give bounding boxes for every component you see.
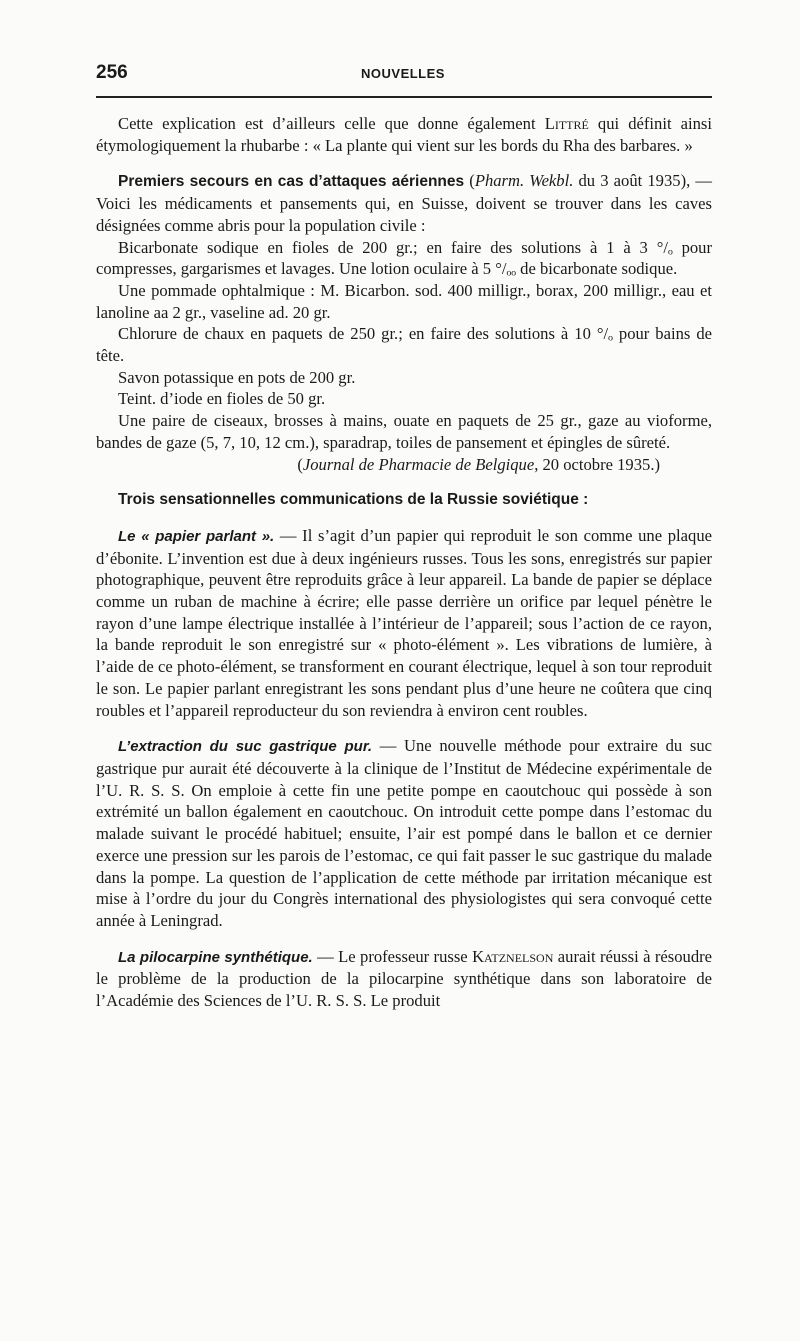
intro-text-end: qui définit ainsi étymologiquement la rhubarbe : « La plante qui vient sur les bords du Rha des barbares. »: [96, 114, 712, 155]
pilocarpine-text: — Le professeur russe: [312, 946, 473, 966]
pilocarpine-title: La pilocarpine synthétique.: [118, 948, 313, 966]
source-open: (: [297, 454, 303, 474]
page-number: 256: [96, 62, 128, 83]
pilocarpine-paragraph: [96, 946, 712, 1012]
list-item: Savon potassique en pots de 200 gr.: [118, 367, 356, 387]
list-item: Chlorure de chaux en paquets de 250 gr.; en faire des solutions à 10 °/ₒ pour bains de tête.: [96, 324, 712, 366]
source-date: , 20 octobre 1935.): [534, 454, 660, 474]
page-header: [96, 62, 710, 86]
section-heading: Trois sensationnelles communications de la Russie soviétique :: [118, 491, 589, 509]
papier-parlant-paragraph: [96, 525, 712, 721]
running-title: NOUVELLES: [361, 66, 445, 81]
author-name: Littré: [544, 114, 589, 133]
list-item: Bicarbonate sodique en fioles de 200 gr.; en faire des solutions à 1 à 3 °/ₒ pour compresses, gargarismes et lavages. Une lotion oculaire à 5 °/ₒₒ de bicarbonate sodique.: [96, 237, 712, 279]
papier-parlant-title: Le « papier parlant ».: [118, 527, 275, 545]
source-citation: [96, 454, 712, 476]
header-rule: [96, 96, 712, 98]
list-item: Une paire de ciseaux, brosses à mains, ouate en paquets de 25 gr., gaze au vioforme, bandes de gaze (5, 7, 10, 12 cm.), sparadrap, toiles de pansement et épingles de sûreté.: [96, 411, 712, 452]
list-item: Une pommade ophtalmique : M. Bicarbon. sod. 400 milligr., borax, 200 milligr., eau et lanoline aa 2 gr., vaseline ad. 20 gr.: [96, 280, 712, 322]
suc-gastrique-text: — Une nouvelle méthode pour extraire du suc gastrique pur aurait été découverte à la clinique de l’Institut de Médecine expérimentale de l’U. R. S. S. On emploie à cette fin une petite pompe en caoutchouc qui possède à son extrémité un ballon également en caoutchouc. On introduit cette pompe dans l’estomac du malade suivant le procédé habituel; ensuite, l’air est pompé dans le ballon et ce dernier exerce une pression sur les parois de l’estomac, ce qui fait passer le suc gastrique du malade dans la pompe. La question de l’application de cette méthode par irritation mécanique est mise à l’ordre du jour du Congrès international des physiologistes qui sera convoqué cette année à Leningrad.: [96, 736, 713, 930]
list-item: Teint. d’iode en fioles de 50 gr.: [118, 389, 326, 409]
suc-gastrique-title: L’extraction du suc gastrique pur.: [118, 738, 373, 756]
premiers-intro: du 3 août 1935), — Voici les médicaments et pansements qui, en Suisse, doivent se trouver dans les caves désignées comme abris pour la population civile :: [96, 171, 712, 235]
premiers-title: Premiers secours en cas d’attaques aériennes: [118, 173, 465, 191]
professor-name: Katznelson: [472, 946, 554, 966]
premiers-ref: Pharm. Wekbl.: [474, 171, 574, 191]
intro-paragraph: [96, 113, 712, 156]
intro-text: Cette explication est d’ailleurs celle que donne également: [118, 114, 545, 133]
ref-open: (: [464, 171, 475, 191]
source-title: Journal de Pharmacie de Belgique: [302, 454, 535, 474]
pilocarpine-text-end: aurait réussi à résoudre le problème de la production de la pilocarpine synthétique dans son laboratoire de l’Académie des Sciences de l’U. R. S. S. Le produit: [96, 946, 713, 1011]
papier-parlant-text: — Il s’agit d’un papier qui reproduit le son comme une plaque d’ébonite. L’invention est due à deux ingénieurs russes. Tous les sons, enregistrés sur papier photographique, peuvent être reproduits grâce à leur appareil. La bande de papier se déplace comme un ruban de machine à écrire; elle passe derrière un orifice par lequel pénètre le rayon d’une lampe électrique installée à l’intérieur de l’appareil; sous l’action de ce rayon, la bande reproduit le son enregistré sur « photo-élément ». Les vibrations de lumière, à l’aide de ce photo-élément, se transforment en courant électrique, lequel à son tour reproduit le son. Le papier parlant enregistrant les sons pendant plus d’une heure ne coûtera que cinq roubles et l’appareil reproducteur du son reviendra à environ cent roubles.: [96, 525, 712, 720]
suc-gastrique-paragraph: [96, 735, 712, 931]
premiers-paragraph: [96, 170, 712, 236]
article-body: [96, 113, 712, 1012]
